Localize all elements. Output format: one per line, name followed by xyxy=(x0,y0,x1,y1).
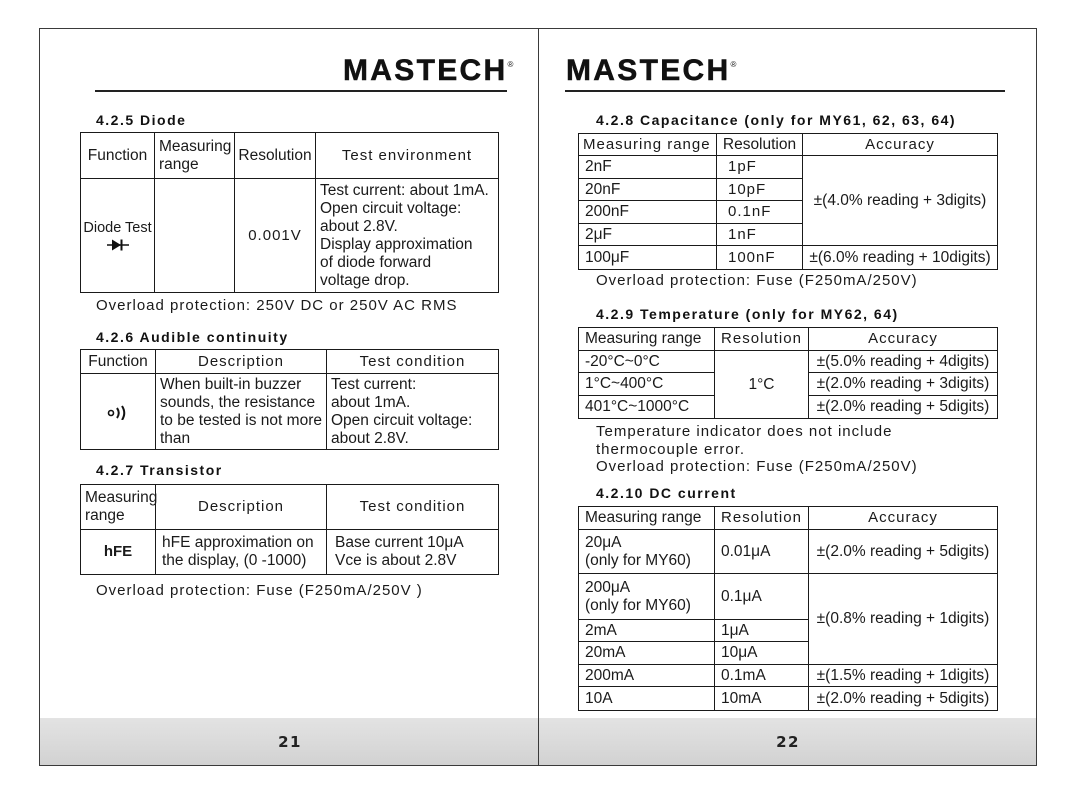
header-accuracy: Accuracy xyxy=(803,134,998,156)
section-heading-temperature: 4.2.9 Temperature (only for MY62, 64) xyxy=(596,306,899,322)
header-measuring-range: Measuring range xyxy=(81,485,156,530)
header-measuring-range: Measuring range xyxy=(155,133,235,179)
resolution-cell: 1°C xyxy=(715,351,809,419)
section-heading-transistor: 4.2.7 Transistor xyxy=(96,462,223,478)
brand-logo-text: MASTECH xyxy=(566,54,731,87)
header-measuring-range: Measuring range xyxy=(579,507,715,530)
resolution-cell: 0.001V xyxy=(235,179,316,293)
table-row xyxy=(81,530,499,575)
range-cell: 200mA xyxy=(579,665,715,687)
page-number-left: 21 xyxy=(278,733,302,751)
section-heading-continuity: 4.2.6 Audible continuity xyxy=(96,329,289,345)
header-function: Function xyxy=(81,350,156,374)
diode-table xyxy=(80,132,499,293)
hfe-range-cell: hFE xyxy=(81,530,156,575)
range-cell: 2nF xyxy=(579,156,717,179)
range-cell: 20μA (only for MY60) xyxy=(579,530,715,574)
header-resolution: Resolution xyxy=(715,328,809,351)
resolution-cell: 0.1mA xyxy=(715,665,809,687)
range-cell: 20mA xyxy=(579,642,715,665)
range-cell: 1°C~400°C xyxy=(579,373,715,396)
resolution-cell: 100nF xyxy=(717,246,803,270)
table-row xyxy=(579,156,998,179)
transistor-table xyxy=(80,484,499,575)
table-header-row xyxy=(579,507,998,530)
header-accuracy: Accuracy xyxy=(809,507,998,530)
header-test-environment: Test environment xyxy=(316,133,499,179)
resolution-cell: 1nF xyxy=(717,224,803,246)
buzzer-function-cell xyxy=(81,374,156,450)
temperature-table xyxy=(578,327,998,419)
range-cell: 401°C~1000°C xyxy=(579,396,715,419)
registered-mark: ® xyxy=(730,60,737,69)
range-cell: -20°C~0°C xyxy=(579,351,715,373)
resolution-cell: 10μA xyxy=(715,642,809,665)
overload-note-diode: Overload protection: 250V DC or 250V AC RMS xyxy=(96,297,458,314)
table-header-row xyxy=(579,134,998,156)
header-resolution: Resolution xyxy=(235,133,316,179)
diode-test-label: Diode Test xyxy=(83,220,152,236)
header-rule-right xyxy=(565,90,1005,92)
table-header-row xyxy=(81,350,499,374)
continuity-table xyxy=(80,349,499,450)
page-divider xyxy=(538,28,539,766)
table-row xyxy=(579,687,998,711)
section-heading-capacitance: 4.2.8 Capacitance (only for MY61, 62, 63, 64) xyxy=(596,112,957,128)
resolution-cell: 10pF xyxy=(717,179,803,201)
temperature-note: Temperature indicator does not include thermocouple error. xyxy=(596,423,893,458)
page-number-right: 22 xyxy=(776,733,800,751)
accuracy-cell: ±(1.5% reading + 1digits) xyxy=(809,665,998,687)
accuracy-cell: ±(5.0% reading + 4digits) xyxy=(809,351,998,373)
table-row xyxy=(81,179,499,293)
accuracy-cell: ±(2.0% reading + 5digits) xyxy=(809,687,998,711)
test-condition-cell: Test current: about 1mA. Open circuit voltage: about 2.8V. xyxy=(327,374,499,450)
table-row xyxy=(579,351,998,373)
resolution-cell: 0.1nF xyxy=(717,201,803,224)
resolution-cell: 0.01μA xyxy=(715,530,809,574)
accuracy-cell: ±(2.0% reading + 5digits) xyxy=(809,530,998,574)
table-row xyxy=(579,574,998,620)
header-description: Description xyxy=(156,350,327,374)
accuracy-cell: ±(2.0% reading + 3digits) xyxy=(809,373,998,396)
section-heading-diode: 4.2.5 Diode xyxy=(96,112,187,128)
brand-logo-text: MASTECH xyxy=(343,54,508,87)
capacitance-table xyxy=(578,133,998,270)
resolution-cell: 10mA xyxy=(715,687,809,711)
test-environment-cell: Test current: about 1mA. Open circuit voltage: about 2.8V. Display approximation of diode forward voltage drop. xyxy=(316,179,499,293)
range-cell: 10A xyxy=(579,687,715,711)
measuring-range-cell xyxy=(155,179,235,293)
range-cell: 100μF xyxy=(579,246,717,270)
diode-function-cell xyxy=(81,179,155,293)
table-header-row xyxy=(579,328,998,351)
overload-note-transistor: Overload protection: Fuse (F250mA/250V ) xyxy=(96,582,423,599)
brand-logo-left xyxy=(343,56,513,86)
diode-symbol-icon xyxy=(106,238,130,252)
resolution-cell: 1μA xyxy=(715,620,809,642)
brand-logo-right xyxy=(566,56,736,86)
accuracy-cell: ±(4.0% reading + 3digits) xyxy=(803,156,998,246)
header-function: Function xyxy=(81,133,155,179)
range-cell: 2μF xyxy=(579,224,717,246)
accuracy-cell: ±(6.0% reading + 10digits) xyxy=(803,246,998,270)
section-heading-dc-current: 4.2.10 DC current xyxy=(596,485,737,501)
table-row xyxy=(81,374,499,450)
resolution-cell: 0.1μA xyxy=(715,574,809,620)
range-cell: 2mA xyxy=(579,620,715,642)
overload-note-temperature: Overload protection: Fuse (F250mA/250V) xyxy=(596,458,918,475)
table-header-row xyxy=(81,133,499,179)
table-row xyxy=(579,530,998,574)
header-test-condition: Test condition xyxy=(327,350,499,374)
buzzer-icon xyxy=(107,404,129,420)
table-header-row xyxy=(81,485,499,530)
header-resolution: Resolution xyxy=(715,507,809,530)
resolution-cell: 1pF xyxy=(717,156,803,179)
range-cell: 200μA (only for MY60) xyxy=(579,574,715,620)
accuracy-cell: ±(0.8% reading + 1digits) xyxy=(809,574,998,665)
table-row xyxy=(579,665,998,687)
header-accuracy: Accuracy xyxy=(809,328,998,351)
registered-mark: ® xyxy=(507,60,514,69)
description-cell: When built-in buzzer sounds, the resistance to be tested is not more than xyxy=(156,374,327,450)
header-measuring-range: Measuring range xyxy=(579,134,717,156)
header-test-condition: Test condition xyxy=(327,485,499,530)
header-resolution: Resolution xyxy=(717,134,803,156)
description-cell: hFE approximation on the display, (0 -1000) xyxy=(156,530,327,575)
test-condition-cell: Base current 10μA Vce is about 2.8V xyxy=(327,530,499,575)
range-cell: 200nF xyxy=(579,201,717,224)
dc-current-table xyxy=(578,506,998,711)
header-description: Description xyxy=(156,485,327,530)
accuracy-cell: ±(2.0% reading + 5digits) xyxy=(809,396,998,419)
header-measuring-range: Measuring range xyxy=(579,328,715,351)
overload-note-capacitance: Overload protection: Fuse (F250mA/250V) xyxy=(596,272,918,289)
table-row xyxy=(579,246,998,270)
header-rule-left xyxy=(95,90,507,92)
range-cell: 20nF xyxy=(579,179,717,201)
